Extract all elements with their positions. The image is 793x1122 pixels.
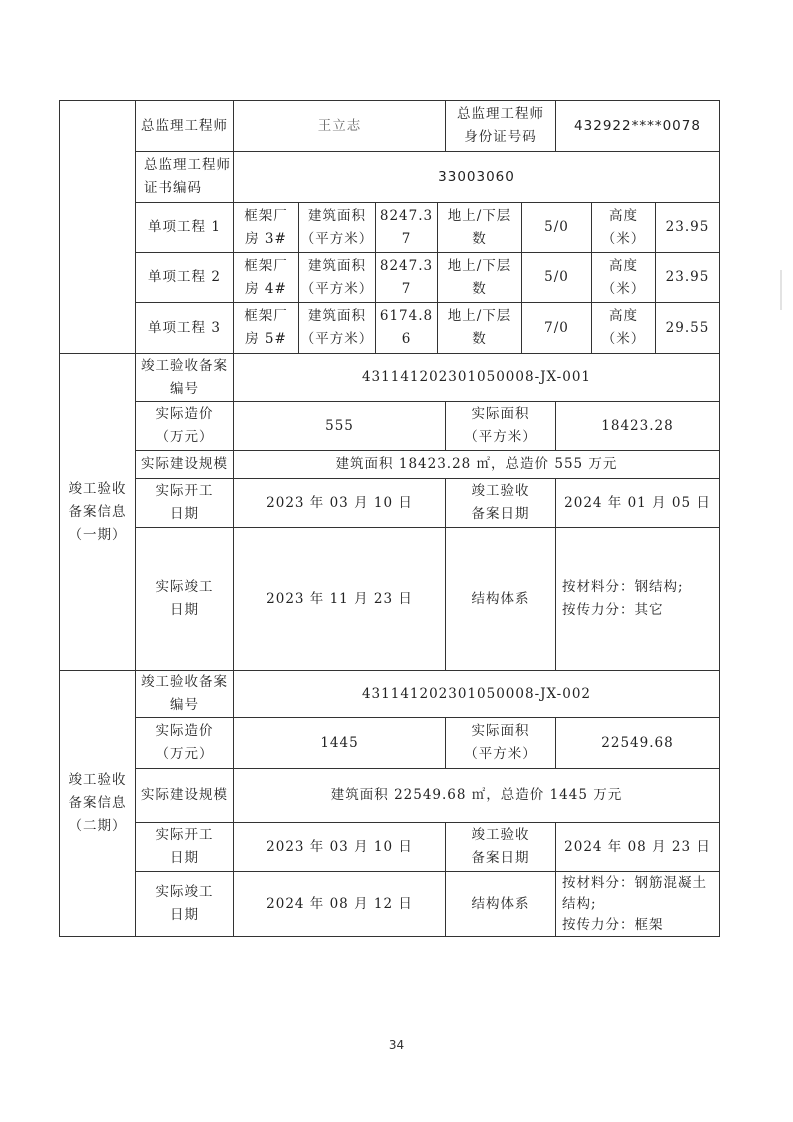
phase2-area-label: 实际面积 （平方米） — [464, 723, 537, 762]
phase2-area: 22549.68 — [601, 734, 674, 751]
phase1-area: 18423.28 — [601, 417, 674, 434]
supervisor-name: 王立志 — [317, 117, 362, 134]
phase2-scale-label: 实际建设规模 — [141, 787, 228, 803]
phase1-start-label: 实际开工 日期 — [155, 483, 214, 522]
supervisor-id-value: 432922****0078 — [574, 117, 701, 134]
sub-project-area-label: 建筑面积 （平方米） — [300, 257, 374, 297]
phase1-done: 2023 年 11 月 23 日 — [266, 590, 413, 607]
phase1-struct-label: 结构体系 — [471, 590, 530, 607]
certificate-value: 33003060 — [438, 168, 515, 185]
phase2-start-label: 实际开工 日期 — [155, 827, 214, 866]
phase2-filing-label: 竣工验收 备案日期 — [471, 827, 530, 866]
sub-project-height-label: 高度 （米） — [601, 207, 646, 247]
phase1-struct: 按材料分：钢结构; 按传力分：其它 — [562, 579, 684, 618]
sub-project-floors-label: 地上/下层 数 — [447, 257, 512, 297]
phase2-done: 2024 年 08 月 12 日 — [266, 895, 413, 912]
phase1-start: 2023 年 03 月 10 日 — [266, 494, 413, 511]
supervisor-label: 总监理工程师 — [141, 117, 228, 134]
phase1-cost-label: 实际造价 （万元） — [155, 406, 214, 445]
sub-project-floors: 5/0 — [544, 269, 569, 285]
sub-project-label: 单项工程 3 — [148, 319, 221, 336]
sub-project-height: 23.95 — [665, 269, 710, 285]
sub-project-name: 框架厂 房 4# — [244, 257, 288, 297]
phase2-scale: 建筑面积 22549.68 ㎡，总造价 1445 万元 — [330, 787, 623, 803]
sub-project-floors-label: 地上/下层 数 — [447, 308, 512, 347]
sub-project-floors: 7/0 — [544, 319, 569, 336]
phase2-cost-label: 实际造价 （万元） — [155, 723, 214, 762]
phase2-struct-label: 结构体系 — [471, 895, 530, 912]
sub-project-area: 8247.3 7 — [379, 257, 434, 297]
phase1-area-label: 实际面积 （平方米） — [464, 406, 537, 445]
sub-project-label: 单项工程 1 — [148, 219, 221, 235]
supervisor-id-label: 总监理工程师 身份证号码 — [457, 106, 544, 145]
sub-project-height: 29.55 — [665, 319, 710, 336]
sub-project-height-label: 高度 （米） — [601, 308, 646, 347]
sub-project-height: 23.95 — [665, 219, 710, 235]
edge-scan-mark — [780, 270, 782, 310]
phase1-scale: 建筑面积 18423.28 ㎡，总造价 555 万元 — [335, 456, 618, 472]
sub-project-floors-label: 地上/下层 数 — [447, 207, 512, 247]
phase2-cost: 1445 — [320, 734, 359, 751]
sub-project-name: 框架厂 房 3# — [244, 207, 288, 247]
phase1-section-label: 竣工验收 备案信息 （一期） — [68, 480, 127, 543]
phase1-filing: 2024 年 01 月 05 日 — [564, 494, 711, 511]
sub-project-area-label: 建筑面积 （平方米） — [300, 308, 374, 347]
phase2-start: 2023 年 03 月 10 日 — [266, 838, 413, 855]
phase2-done-label: 实际竣工 日期 — [155, 884, 214, 923]
sub-project-height-label: 高度 （米） — [601, 257, 646, 297]
sub-project-name: 框架厂 房 5# — [244, 308, 288, 347]
phase2-filing: 2024 年 08 月 23 日 — [564, 838, 711, 855]
certificate-label: 总监理工程师 证书编码 — [144, 157, 231, 196]
phase2-record-no: 431141202301050008-JX-002 — [361, 685, 592, 702]
sub-project-area: 8247.3 7 — [379, 207, 434, 247]
phase1-scale-label: 实际建设规模 — [141, 456, 228, 472]
phase2-struct: 按材料分：钢筋混凝土 结构; 按传力分：框架 — [562, 874, 707, 933]
page-number: 34 — [388, 1038, 405, 1052]
phase1-record-label: 竣工验收备案 编号 — [141, 357, 228, 397]
sub-project-label: 单项工程 2 — [148, 269, 221, 285]
sub-project-floors: 5/0 — [544, 219, 569, 235]
sub-project-area-label: 建筑面积 （平方米） — [300, 207, 374, 247]
phase1-filing-label: 竣工验收 备案日期 — [471, 483, 530, 522]
phase1-record-no: 431141202301050008-JX-001 — [361, 369, 592, 385]
phase2-record-label: 竣工验收备案 编号 — [141, 674, 228, 713]
phase1-done-label: 实际竣工 日期 — [155, 579, 214, 618]
sub-project-area: 6174.8 6 — [379, 308, 434, 347]
phase2-section-label: 竣工验收 备案信息 （二期） — [68, 772, 127, 834]
phase1-cost: 555 — [325, 417, 354, 434]
